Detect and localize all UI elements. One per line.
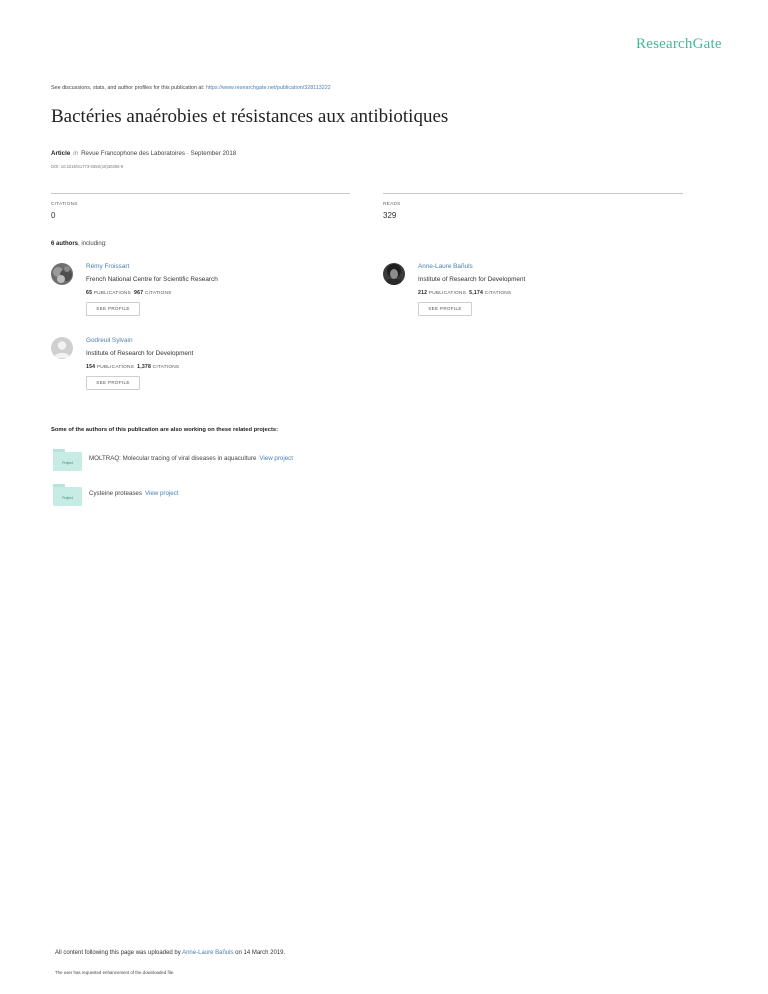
author-avatar[interactable] xyxy=(51,263,73,285)
upload-prefix: All content following this page was uploaded by xyxy=(55,950,183,956)
divider-citations xyxy=(51,193,350,194)
publications-label: PUBLICATIONS xyxy=(96,365,135,370)
authors-heading xyxy=(51,241,107,247)
author-card xyxy=(51,263,351,323)
publication-meta xyxy=(51,150,236,157)
journal-date: Revue Francophone des Laboratoires · September 2018 xyxy=(81,150,237,157)
author-card xyxy=(383,263,683,323)
see-profile-button[interactable]: SEE PROFILE xyxy=(418,302,472,316)
author-stats xyxy=(86,290,172,296)
in-word: in xyxy=(73,150,79,157)
publication-title: Bactéries anaérobies et résistances aux antibiotiques xyxy=(51,106,449,127)
project-folder-icon xyxy=(53,449,82,471)
author-institution: Institute of Research for Development xyxy=(86,350,194,357)
project-name: Cysteine proteases xyxy=(89,490,142,497)
see-profile-button[interactable]: SEE PROFILE xyxy=(86,302,140,316)
project-name: MOLTRAQ: Molecular tracing of viral diseases in aquaculture xyxy=(89,455,257,462)
citations-count: 5,174 xyxy=(469,290,484,296)
publication-url-link[interactable]: https://www.researchgate.net/publication/328113222 xyxy=(205,85,331,91)
author-card xyxy=(51,337,351,397)
citations-count: 967 xyxy=(134,290,144,296)
author-institution: French National Centre for Scientific Research xyxy=(86,276,218,283)
view-project-link[interactable]: View project xyxy=(259,455,293,462)
authors-suffix: , including: xyxy=(78,241,107,247)
project-folder-label: Project xyxy=(62,496,73,500)
project-text xyxy=(89,455,293,462)
publication-type: Article xyxy=(51,150,71,157)
author-avatar[interactable] xyxy=(51,337,73,359)
enhancement-note: The user has requested enhancement of the downloaded file. xyxy=(55,970,175,975)
author-name-link[interactable]: Rémy Froissart xyxy=(86,263,130,270)
upload-suffix: on 14 March 2019. xyxy=(233,950,286,956)
author-name-link[interactable]: Anne-Laure Bañuls xyxy=(418,263,473,270)
author-stats xyxy=(418,290,511,296)
publications-count: 65 xyxy=(86,290,93,296)
discussion-prefix: See discussions, stats, and author profiles for this publication at: xyxy=(51,85,206,91)
project-item xyxy=(53,449,453,473)
project-text xyxy=(89,490,179,497)
view-project-link[interactable]: View project xyxy=(144,490,179,497)
citations-label: CITATIONS xyxy=(144,291,172,296)
projects-heading: Some of the authors of this publication are also working on these related projects: xyxy=(51,427,279,433)
authors-count: 6 authors xyxy=(51,241,79,247)
publications-label: PUBLICATIONS xyxy=(93,291,131,296)
author-stats xyxy=(86,364,179,370)
publications-label: PUBLICATIONS xyxy=(428,291,467,296)
reads-label: READS xyxy=(383,202,401,207)
divider-reads xyxy=(383,193,683,194)
citations-label: CITATIONS xyxy=(152,365,180,370)
reads-value: 329 xyxy=(383,211,397,220)
publications-count: 212 xyxy=(418,290,428,296)
project-item xyxy=(53,484,453,508)
publication-doi: DOI: 10.1016/S1773-035X(18)30256-9 xyxy=(51,164,124,169)
uploader-link[interactable]: Anne-Laure Bañuls xyxy=(182,950,234,956)
citations-label: CITATIONS xyxy=(51,202,78,207)
author-avatar[interactable] xyxy=(383,263,405,285)
upload-notice xyxy=(55,950,285,956)
project-folder-label: Project xyxy=(62,461,73,465)
see-profile-button[interactable]: SEE PROFILE xyxy=(86,376,140,390)
citations-value: 0 xyxy=(51,211,56,220)
project-folder-icon xyxy=(53,484,82,506)
citations-label: CITATIONS xyxy=(484,291,512,296)
publications-count: 154 xyxy=(86,364,96,370)
researchgate-logo[interactable]: ResearchGate xyxy=(636,36,722,52)
author-institution: Institute of Research for Development xyxy=(418,276,526,283)
author-name-link[interactable]: Godreuil Sylvain xyxy=(86,337,133,344)
citations-count: 1,378 xyxy=(137,364,152,370)
discussion-link-line xyxy=(51,85,331,91)
